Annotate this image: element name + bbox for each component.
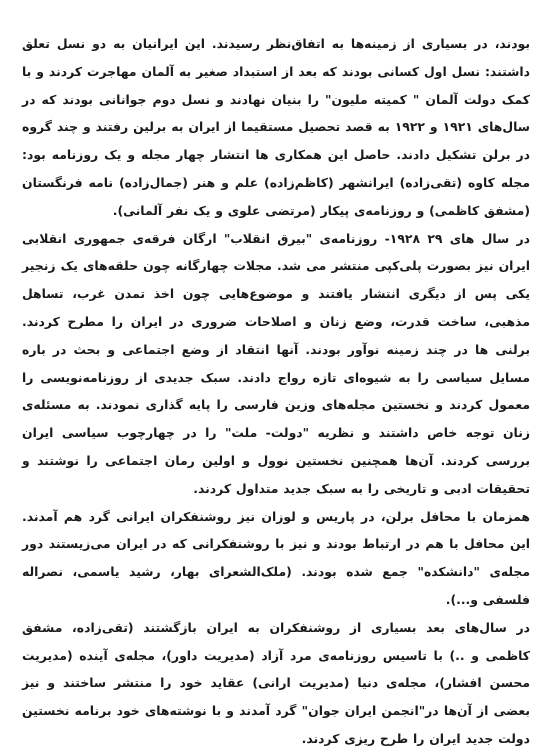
paragraph-1: بودند، در بسیاری از زمینه‌ها به اتفاق‌نظر رسیدند. این ایرانیان به دو نسل تعلق داشتند: نسل اول کسانی بودند که بعد از استبداد صغیر به آلمان مهاجرت کردند و با کمک دولت آلمان " کمیته ملیون" را بنیان نهادند و نسل دوم جوانانی بودند که در سال‌های ۱۹۲۱ و ۱۹۲۲ به قصد تحصیل مستقیما از ایران به برلین رفتند و چند گروه در برلن تشکیل دادند. حاصل این همکاری ها انتشار چهار مجله و یک روزنامه بود: مجله کاوه (تقی‌زاده) ایرانشهر (کاظم‌زاده) علم و هنر (جمال‌زاده) نامه فرنگستان (مشفق کاظمی) و روزنامه‌ی پیکار (مرتضی علوی و یک نفر آلمانی).: [22, 36, 530, 218]
paragraph-3: همزمان با محافل برلن، در پاریس و لوزان نیز روشنفکران ایرانی گرد هم آمدند. این محافل با هم در ارتباط بودند و نیز با روشنفکرانی که در ایران می‌زیستند دور مجله‌ی "دانشکده" جمع شده بودند. (ملک‌الشعرای بهار، رشید یاسمی، نصراله فلسفی و...).: [22, 508, 530, 607]
paragraph-4: در سال‌های بعد بسیاری از روشنفکران به ایران بازگشتند (تقی‌زاده، مشفق کاظمی و ..) با تاسیس روزنامه‌ی مرد آزاد (مدیریت داور)، مجله‌ی آینده (مدیریت محسن افشار)، مجله‌ی دنیا (مدیریت ارانی) عقاید خود را منتشر ساختند و نیز بعضی از آن‌ها در"انجمن ایران جوان" گرد آمدند و با نوشته‌های خود برنامه نخستین دولت جدید ایران را طرح ریزی کردند.: [22, 619, 530, 746]
paragraph-2: در سال های ۲۹ ۱۹۲۸- روزنامه‌ی "بیرق انقلاب" ارگان فرقه‌ی جمهوری انقلابی ایران نیز بصورت پلی‌کپی منتشر می شد. مجلات چهارگانه چون حلقه‌های یک زنجیر یکی پس از دیگری انتشار یافتند و موضوع‌هایی چون اخذ تمدن غرب، تساهل مذهبی، ساخت قدرت، وضع زنان و اصلاحات ضروری در ایران را مطرح کردند. برلنی ها در چند زمینه نوآور بودند. آنها انتقاد از وضع اجتماعی و بحث در باره مسایل سیاسی را به شیوه‌ای تازه رواج دادند. سبک جدیدی از روزنامه‌نویسی را معمول کردند و نخستین مجله‌های وزین فارسی را پایه گذاری نمودند. به مسئله‌ی زنان توجه خاص داشتند و نظریه "دولت- ملت" را در چهارچوب سیاسی ایران بررسی کردند. آن‌ها همچنین نخستین نوول و اولین رمان اجتماعی را نوشتند و تحقیقات ادبی و تاریخی را به سبک جدید متداول کردند.: [22, 230, 530, 496]
